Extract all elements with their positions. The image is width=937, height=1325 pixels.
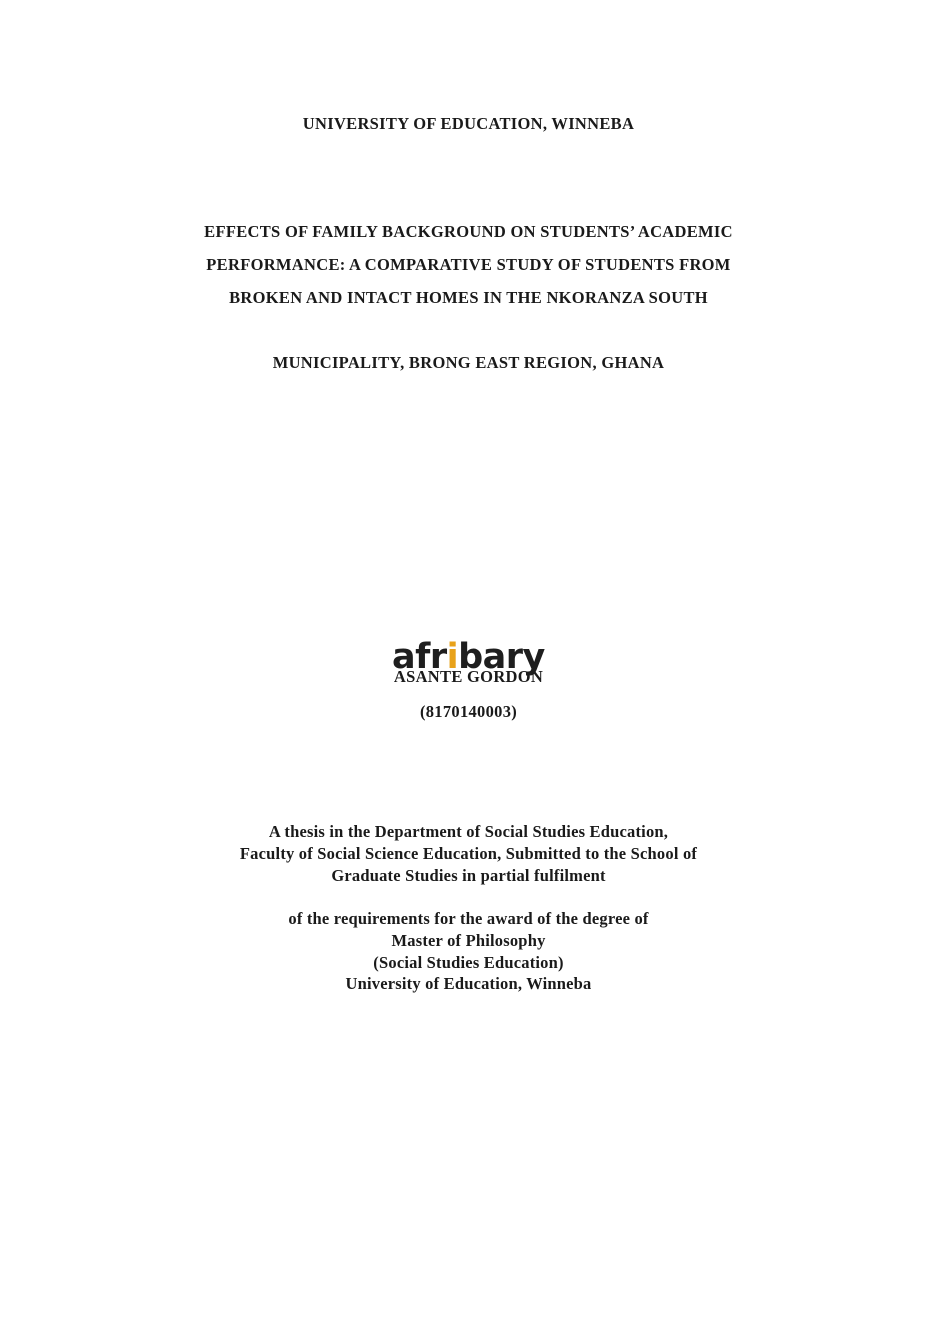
thesis-statement-line-2: Faculty of Social Science Education, Submitted to the School of <box>239 844 698 863</box>
watermark-accent-letter: i <box>446 637 459 677</box>
university-heading: UNIVERSITY OF EDUCATION, WINNEBA <box>302 114 635 133</box>
thesis-title-line-1: EFFECTS OF FAMILY BACKGROUND ON STUDENTS’ ACADEMIC <box>204 222 733 241</box>
thesis-title-line-3: BROKEN AND INTACT HOMES IN THE NKORANZA SOUTH <box>229 288 708 307</box>
thesis-title-line-2: PERFORMANCE: A COMPARATIVE STUDY OF STUDENTS FROM <box>206 255 731 274</box>
author-name: ASANTE GORDON <box>393 667 544 686</box>
thesis-statement-line-3: Graduate Studies in partial fulfilment <box>331 866 606 885</box>
watermark-suffix: bary <box>458 637 545 677</box>
degree-statement-line-3: (Social Studies Education) <box>373 953 564 972</box>
watermark-prefix: afr <box>392 637 447 677</box>
degree-statement-line-2: Master of Philosophy <box>391 931 546 950</box>
degree-statement-line-4: University of Education, Winneba <box>345 974 592 993</box>
thesis-statement-line-1: A thesis in the Department of Social Studies Education, <box>268 822 669 841</box>
thesis-title-line-4: MUNICIPALITY, BRONG EAST REGION, GHANA <box>272 353 665 372</box>
degree-statement-line-1: of the requirements for the award of the degree of <box>288 909 649 928</box>
student-id: (8170140003) <box>419 702 518 721</box>
